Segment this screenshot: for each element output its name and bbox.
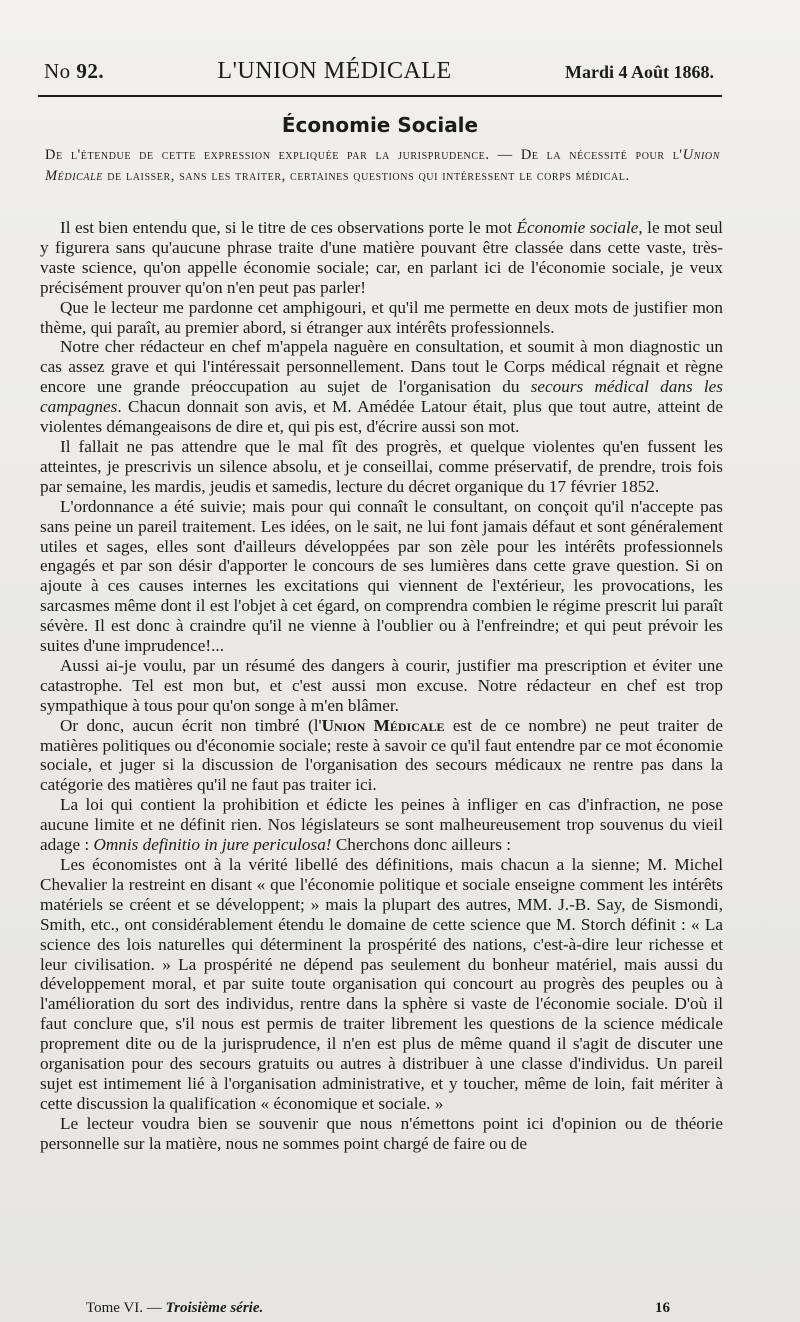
article-subtitle: De l'étendue de cette expression expliquée par la jurisprudence. — De la nécessité pour l'Union Médicale de laisser, sans les traiter, certaines questions qui intéressent le corps médical. xyxy=(45,147,720,184)
paragraph-5: L'ordonnance a été suivie; mais pour qui connaît le consultant, on conçoit qu'il n'accepte pas sans peine un pareil traitement. Les idées, on le sait, ne lui font jamais défaut et sont généralement utiles et sages, elles sont d'ailleurs développées par son zèle pour les intérêts professionnels engagés et par son désir d'apporter le concours de ses lumières dans cette grave question. Si on ajoute à ces causes internes les excitations qui viennent de l'extérieur, les provocations, les sarcasmes même dont il est l'objet à cet égard, on comprendra combien le régime prescrit lui paraît sévère. Il est donc à craindre qu'il ne vienne à l'oublier ou à l'enfreindre; et qui peut prévoir les suites d'une imprudence!... xyxy=(40,496,723,656)
paragraph-6: Aussi ai-je voulu, par un résumé des dangers à courir, justifier ma prescription et éviter une catastrophe. Tel est mon but, et c'est aussi mon excuse. Notre rédacteur en chef est trop sympathique à tous pour qu'on songe à m'en blâmer. xyxy=(40,655,723,715)
paragraph-8: La loi qui contient la prohibition et édicte les peines à infliger en cas d'infraction, ne pose aucune limite et ne définit rien. Nos législateurs se sont malheureusement trop souvenus du vieil adage : Omnis definitio in jure periculosa! Cherchons donc ailleurs : xyxy=(40,795,723,855)
section-title: Économie Sociale xyxy=(281,113,479,137)
page-footer xyxy=(86,1300,670,1317)
paragraph-3: Notre cher rédacteur en chef m'appela naguère en consultation, et soumit à mon diagnostic un cas assez grave et qui l'intéressait personnellement. Dans tout le Corps médical régnait et règne encore une grande préoccupation au sujet de l'organisation du secours médical dans les campagnes. Chacun donnait son avis, et M. Amédée Latour était, plus que tout autre, atteint de violentes démangeaisons de dire et, qui pis est, d'écrire aussi son mot. xyxy=(40,337,723,437)
journal-title: L'UNION MÉDICALE xyxy=(217,58,452,84)
paragraph-7: Or donc, aucun écrit non timbré (l'Union Médicale est de ce nombre) ne peut traiter de matières politiques ou d'économie sociale; reste à savoir ce qu'il faut entendre par ce mot économie sociale, et juger si la discussion de l'organisation des secours médicaux ne rentre pas dans la catégorie des matières qu'il ne faut pas traiter ici. xyxy=(40,715,724,795)
paragraph-4: Il fallait ne pas attendre que le mal fît des progrès, et quelque violentes qu'en fussent les atteintes, je prescrivis un silence absolu, et je conseillai, comme préservatif, de prendre, trois fois par semaine, les mardis, jeudis et samedis, lecture du décret organique du 17 février 1852. xyxy=(40,436,723,496)
issue-number: No 92. xyxy=(44,59,105,83)
volume-line: Tome VI. — Troisième série. xyxy=(86,1300,264,1316)
paragraph-1: Il est bien entendu que, si le titre de ces observations porte le mot Économie sociale, le mot seul y figurera sans qu'aucune phrase traite d'une matière pouvant être classée dans cette vaste, très-vaste science, qu'on appelle économie sociale; car, en parlant ici de l'économie sociale, je veux précisément prouver qu'on n'en peut pas parler! xyxy=(40,218,723,297)
paragraph-10: Le lecteur voudra bien se souvenir que nous n'émettons point ici d'opinion ou de théorie personnelle sur la matière, nous ne sommes point chargé de faire ou de xyxy=(40,1113,723,1153)
header-rule xyxy=(38,95,722,97)
article-body xyxy=(40,218,723,1154)
paragraph-2: Que le lecteur me pardonne cet amphigouri, et qu'il me permette en deux mots de justifier mon thème, qui paraît, au premier abord, si étranger aux intérêts professionnels. xyxy=(40,297,723,337)
paragraph-9: Les économistes ont à la vérité libellé des définitions, mais chacun a la sienne; M. Michel Chevalier la restreint en disant « que l'économie politique et sociale enseigne comment les intérêts matériels se créent et se développent; » mais la plupart des autres, MM. J.-B. Say, de Sismondi, Smith, etc., ont considérablement étendu le domaine de cette science que M. Storch définit : « La science des lois naturelles qui déterminent la prospérité des nations, c'est-à-dire leur richesse et leur civilisation. » La prospérité ne dépend pas seulement du bonheur matériel, mais aussi du développement moral, et par suite toute organisation qui concourt au progrès des peuples ou à l'amélioration du sort des individus, rentre dans la sphère si vaste de l'économie sociale. D'où il faut conclure que, s'il nous est permis de traiter librement les questions de la science médicale proprement dite ou de la jurisprudence, il n'en est plus de même quand il s'agit de discuter une organisation pour des secours gratuits ou autres à distribuer à une classe d'individus. Un pareil sujet est intimement lié à l'organisation administrative, et y toucher, même de loin, fait mériter à cette discussion la qualification « économique et sociale. » xyxy=(40,855,723,1113)
issue-date: Mardi 4 Août 1868. xyxy=(564,62,714,82)
running-header xyxy=(44,58,714,85)
signature-number: 16 xyxy=(655,1300,670,1316)
